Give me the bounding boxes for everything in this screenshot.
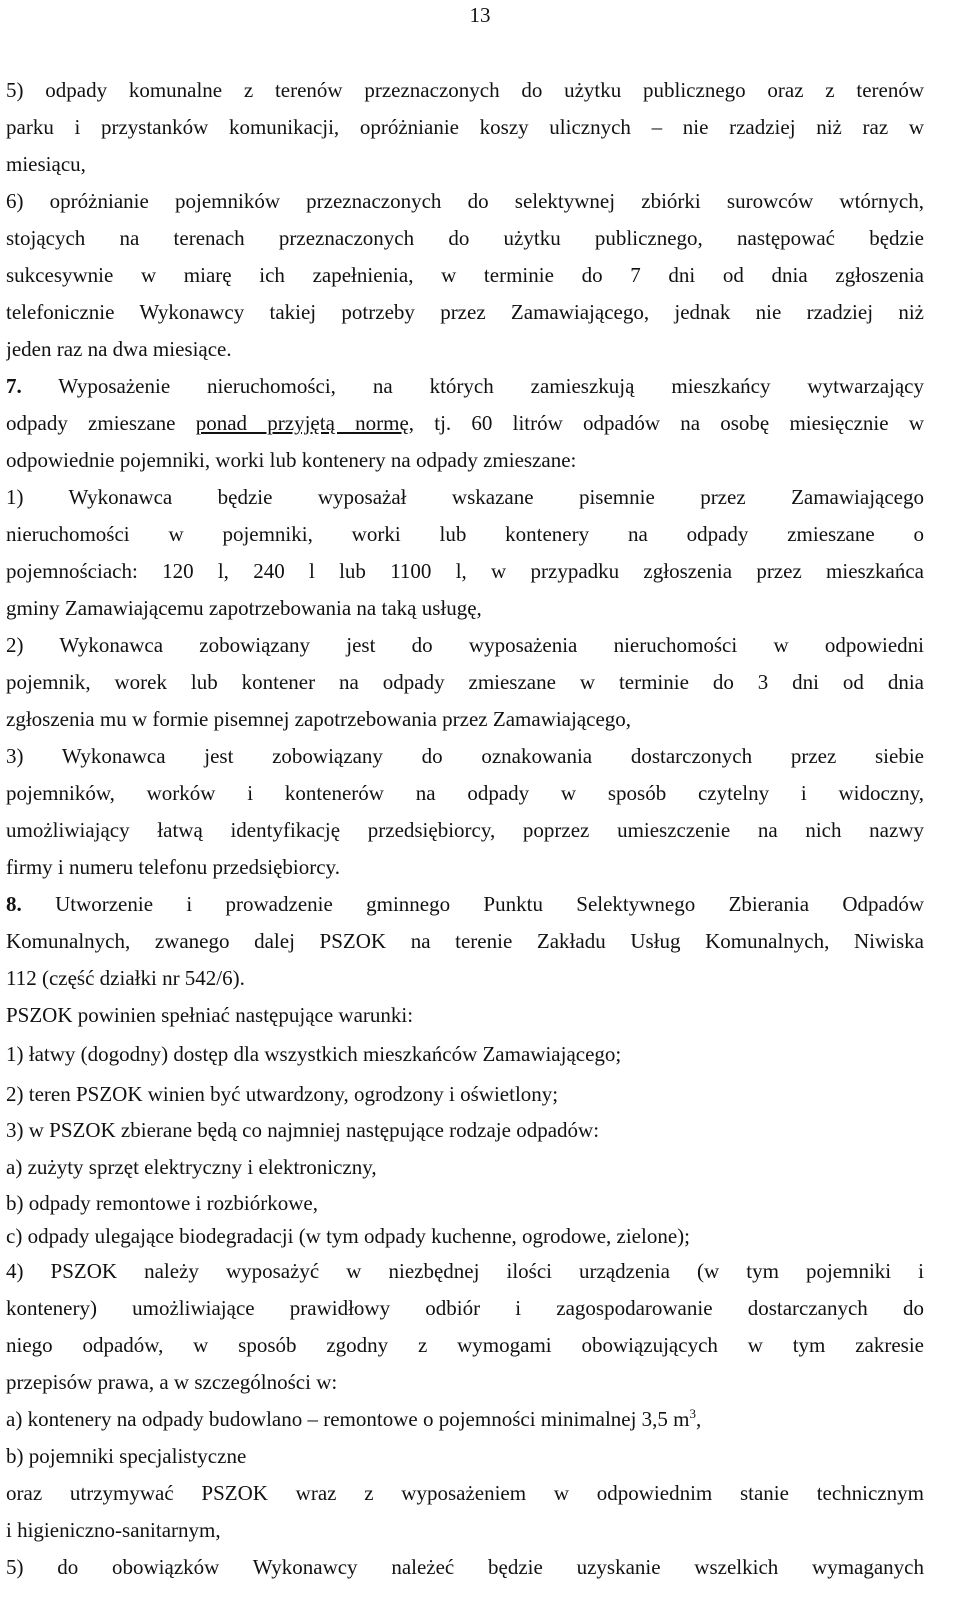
superscript: 3 (689, 1406, 697, 1421)
line-text: b) pojemniki specjalistyczne (6, 1444, 247, 1468)
text-line (6, 997, 924, 1034)
line-text: b) odpady remontowe i rozbiórkowe, (6, 1191, 318, 1215)
text-line (6, 627, 924, 664)
line-text: telefonicznie Wykonawcy takiej potrzeby przez Zamawiającego, jednak nie rzadziej niż (6, 300, 924, 324)
line-text: sukcesywnie w miarę ich zapełnienia, w terminie do 7 dni od dnia zgłoszenia (6, 263, 924, 287)
section-number: 8. (6, 892, 22, 916)
line-text: 5) odpady komunalne z terenów przeznaczonych do użytku publicznego oraz z terenów (6, 78, 924, 102)
line-text: pojemnik, worek lub kontener na odpady zmieszane w terminie do 3 dni od dnia (6, 670, 924, 694)
line-text: gminy Zamawiającemu zapotrzebowania na taką usługę, (6, 596, 482, 620)
line-text: Komunalnych, zwanego dalej PSZOK na terenie Zakładu Usług Komunalnych, Niwiska (6, 929, 924, 953)
text-line (6, 812, 924, 849)
line-text: , tj. 60 litrów odpadów na osobę miesięcznie w (408, 411, 924, 435)
text-line (6, 923, 924, 960)
text-line (6, 1147, 924, 1187)
line-text: odpady zmieszane (6, 411, 196, 435)
line-text: firmy i numeru telefonu przedsiębiorcy. (6, 855, 340, 879)
text-line (6, 220, 924, 257)
document-body (6, 72, 924, 1586)
text-line (6, 1512, 924, 1549)
text-line (6, 257, 924, 294)
text-line (6, 775, 924, 812)
line-text: oraz utrzymywać PSZOK wraz z wyposażeniem w odpowiednim stanie technicznym (6, 1481, 924, 1505)
text-line (6, 664, 924, 701)
text-line (6, 146, 924, 183)
line-text: 5) do obowiązków Wykonawcy należeć będzie uzyskanie wszelkich wymaganych (6, 1555, 924, 1579)
line-text: 1) Wykonawca będzie wyposażał wskazane pisemnie przez Zamawiającego (6, 485, 924, 509)
text-line (6, 1074, 924, 1114)
text-line (6, 849, 924, 886)
text-line (6, 109, 924, 146)
page-number: 13 (469, 3, 491, 27)
line-text: 3) w PSZOK zbierane będą co najmniej następujące rodzaje odpadów: (6, 1118, 600, 1142)
line-text: PSZOK powinien spełniać następujące warunki: (6, 1003, 414, 1027)
line-text: stojących na terenach przeznaczonych do użytku publicznego, następować będzie (6, 226, 924, 250)
text-line (6, 516, 924, 553)
underlined-text: ponad przyjętą normę (195, 411, 409, 435)
line-text: miesiącu, (6, 152, 86, 176)
text-line (6, 1401, 924, 1438)
text-line (6, 368, 924, 405)
text-line (6, 701, 924, 738)
text-line (6, 1364, 924, 1401)
text-line (6, 1475, 924, 1512)
line-text: , (696, 1407, 702, 1431)
line-text: nieruchomości w pojemniki, worki lub kontenery na odpady zmieszane o (6, 522, 924, 546)
line-text: i higieniczno-sanitarnym, (6, 1518, 221, 1542)
line-text: a) zużyty sprzęt elektryczny i elektroniczny, (6, 1155, 377, 1179)
text-line (6, 1187, 924, 1220)
line-text: 1) łatwy (dogodny) dostęp dla wszystkich mieszkańców Zamawiającego; (6, 1042, 622, 1066)
line-text: 112 (część działki nr 542/6). (6, 966, 245, 990)
text-line (6, 1290, 924, 1327)
line-text: niego odpadów, w sposób zgodny z wymogami obowiązujących w tym zakresie (6, 1333, 924, 1357)
text-line (6, 1034, 924, 1074)
line-text: zgłoszenia mu w formie pisemnej zapotrzebowania przez Zamawiającego, (6, 707, 632, 731)
line-text: pojemników, worków i kontenerów na odpady w sposób czytelny i widoczny, (6, 781, 924, 805)
text-line (6, 183, 924, 220)
line-text: parku i przystanków komunikacji, opróżnianie koszy ulicznych – nie rzadziej niż raz w (6, 115, 924, 139)
text-line (6, 553, 924, 590)
line-text: Wyposażenie nieruchomości, na których zamieszkują mieszkańcy wytwarzający (21, 374, 924, 398)
line-text: 4) PSZOK należy wyposażyć w niezbędnej ilości urządzenia (w tym pojemniki i (6, 1259, 924, 1283)
line-text: odpowiednie pojemniki, worki lub kontenery na odpady zmieszane: (6, 448, 577, 472)
text-line (6, 1438, 924, 1475)
line-text: 6) opróżnianie pojemników przeznaczonych do selektywnej zbiórki surowców wtórnych, (6, 189, 924, 213)
text-line (6, 960, 924, 997)
text-line (6, 294, 924, 331)
line-text: 3) Wykonawca jest zobowiązany do oznakowania dostarczonych przez siebie (6, 744, 924, 768)
text-line (6, 738, 924, 775)
line-text: a) kontenery na odpady budowlano – remontowe o pojemności minimalnej 3,5 m (6, 1407, 690, 1431)
text-line (6, 1327, 924, 1364)
text-line (6, 331, 924, 368)
text-line (6, 405, 924, 442)
section-number: 7. (6, 374, 22, 398)
text-line (6, 1253, 924, 1290)
line-text: pojemnościach: 120 l, 240 l lub 1100 l, w przypadku zgłoszenia przez mieszkańca (6, 559, 924, 583)
line-text: jeden raz na dwa miesiące. (6, 337, 232, 361)
line-text: c) odpady ulegające biodegradacji (w tym odpady kuchenne, ogrodowe, zielone); (6, 1224, 690, 1248)
text-line (6, 479, 924, 516)
text-line (6, 1114, 924, 1147)
line-text: 2) teren PSZOK winien być utwardzony, ogrodzony i oświetlony; (6, 1082, 559, 1106)
text-line (6, 590, 924, 627)
text-line (6, 442, 924, 479)
text-line (6, 886, 924, 923)
line-text: przepisów prawa, a w szczególności w: (6, 1370, 338, 1394)
line-text: kontenery) umożliwiające prawidłowy odbiór i zagospodarowanie dostarczanych do (6, 1296, 924, 1320)
text-line (6, 72, 924, 109)
text-line (6, 1220, 924, 1253)
text-line (6, 1549, 924, 1586)
line-text: 2) Wykonawca zobowiązany jest do wyposażenia nieruchomości w odpowiedni (6, 633, 924, 657)
line-text: umożliwiający łatwą identyfikację przedsiębiorcy, poprzez umieszczenie na nich nazwy (6, 818, 924, 842)
line-text: Utworzenie i prowadzenie gminnego Punktu Selektywnego Zbierania Odpadów (21, 892, 924, 916)
